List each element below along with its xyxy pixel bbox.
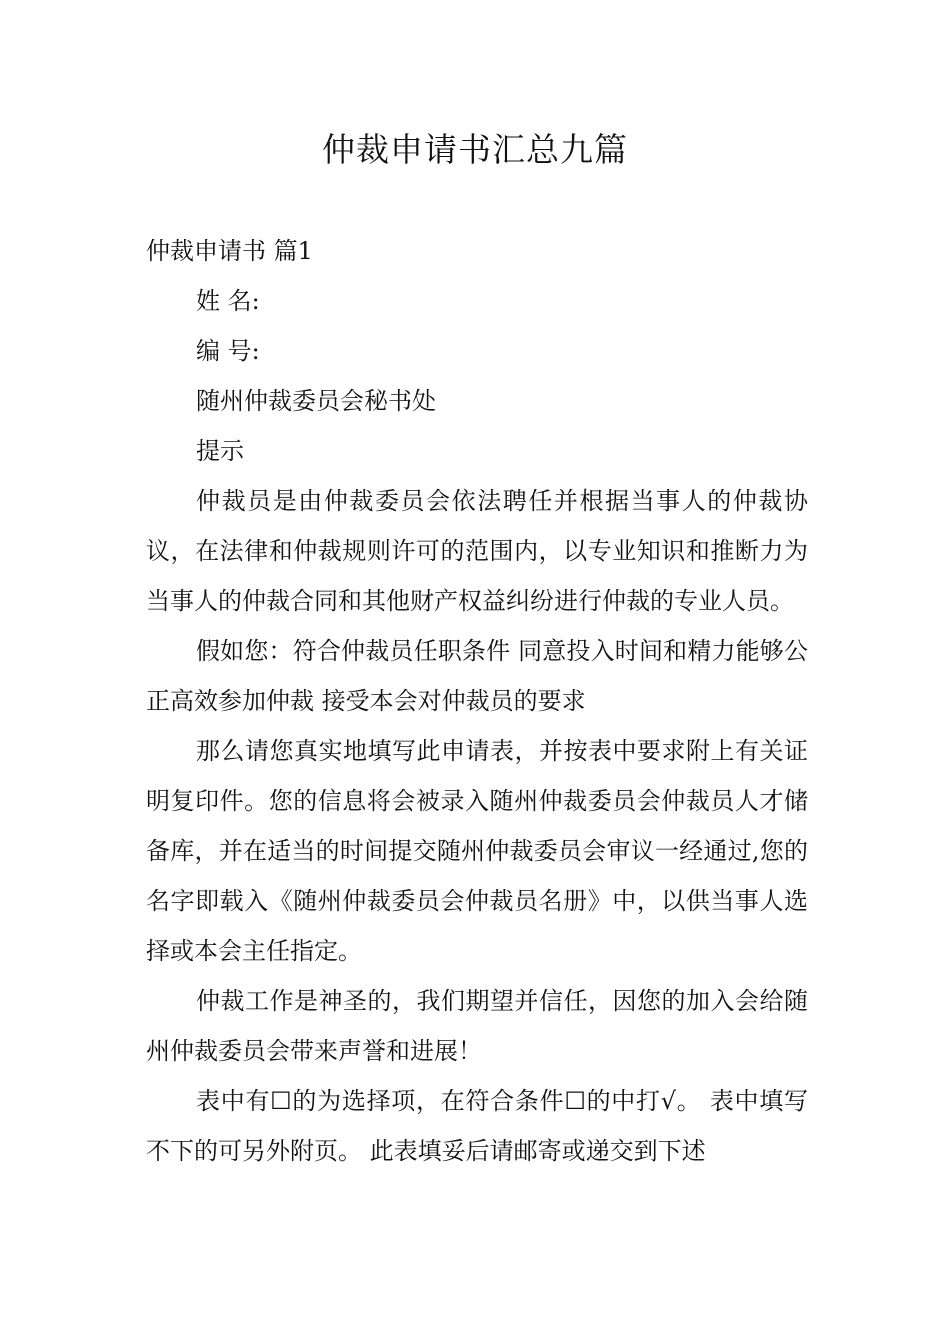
document-title: 仲裁申请书汇总九篇 — [322, 130, 628, 169]
paragraph-arbitrator-definition: 仲裁员是由仲裁委员会依法聘任并根据当事人的仲裁协议，在法律和仲裁规则许可的范围内，以专业知识和推断力为当事人的仲裁合同和其他财产权益纠纷进行仲裁的专业人员。 — [146, 487, 808, 615]
document-body — [146, 226, 808, 1176]
organization-name: 随州仲裁委员会秘书处 — [196, 387, 436, 415]
paragraph-conditions: 假如您：符合仲裁员任职条件 同意投入时间和精力能够公正高效参加仲裁 接受本会对仲裁员的要求 — [146, 637, 808, 715]
section-heading: 仲裁申请书 篇1 — [146, 237, 313, 265]
paragraph-application-instructions: 那么请您真实地填写此申请表，并按表中要求附上有关证明复印件。您的信息将会被录入随州仲裁委员会仲裁员人才储备库，并在适当的时间提交随州仲裁委员会审议一经通过,您的名字即载入《随州仲裁委员会仲裁员名册》中，以供当事人选择或本会主任指定。 — [146, 737, 808, 965]
paragraph-mission: 仲裁工作是神圣的，我们期望并信任，因您的加入会给随州仲裁委员会带来声誉和进展！ — [146, 987, 808, 1065]
paragraph-form-notes: 表中有☐的为选择项，在符合条件☐的中打√。 表中填写不下的可另外附页。 此表填妥后请邮寄或递交到下述 — [146, 1087, 808, 1165]
field-name-label: 姓 名: — [196, 287, 260, 315]
field-number-label: 编 号: — [196, 337, 260, 365]
notice-heading: 提示 — [196, 437, 244, 465]
